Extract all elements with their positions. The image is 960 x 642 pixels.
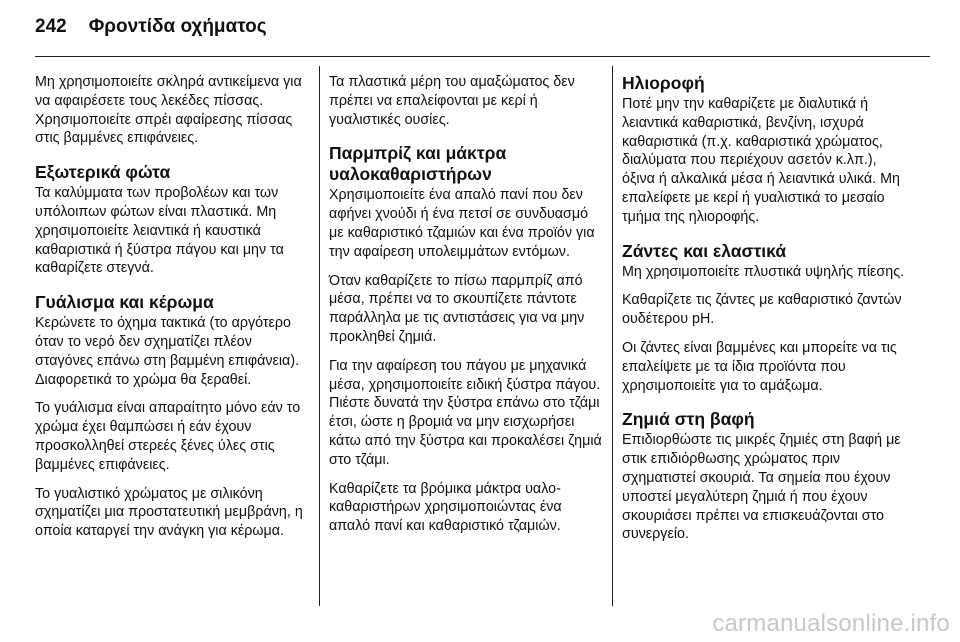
page-number: 242 [35,16,67,37]
wheels-tyres-paragraph-3: Οι ζάντες είναι βαμμένες και μπορείτε να τις επαλείψετε με τα ίδια προϊόντα που χρησιμοποιείτε για το αμάξωμα. [622,339,897,394]
plastic-parts-paragraph: Τα πλαστικά μέρη του αμαξώματος δεν πρέπει να επαλείφονται με κερί ή γυαλιστικές ουσίες. [329,74,575,128]
tar-removal-paragraph: Μη χρησιμοποιείτε σκληρά αντικείμενα για να αφαιρέσετε τους λεκέδες πίσσας. Χρησιμοποιείτε σπρέι αφαίρεσης πίσσας στις βαμμένες επιφάνειες. [35,74,302,147]
sunroof-heading: Ηλιοροφή [622,73,705,93]
header-rule [35,56,930,57]
column-middle [329,73,603,546]
windows-wipers-heading: Παρμπρίζ και μάκτρα υαλοκαθαριστήρων [329,143,507,185]
windows-wipers-paragraph-1: Χρησιμοποιείτε ένα απαλό πανί που δεν αφήνει χνούδι ή ένα πετσί σε συνδυασμό με καθαριστικό τζαμιών και ένα προϊόν για την αφαίρεση υπολειμμάτων εντόμων. [329,187,595,260]
watermark: carmanualsonline.info [712,610,950,637]
exterior-lights-paragraph: Τα καλύμματα των προβολέων και των υπόλοιπων φώτων είναι πλαστικά. Μη χρησιμοποιείτε λειαντικά ή καυστικά καθαριστικά ή ξύστρα πάγου και μην τα καθαρίζετε στεγνά. [35,185,284,277]
sunroof-paragraph: Ποτέ μην την καθαρίζετε με διαλυτικά ή λειαντικά καθαριστικά, βενζίνη, ισχυρά καθαριστικά (π.χ. καθαριστικά χρώματος, διαλύματα που περιέχουν ασετόν κ.λπ.), όξινα ή αλκαλικά μέσα ή λειαντικά υλικά. Μη επαλείφετε με κερί ή γυαλιστικά το μεσαίο τμήμα της ηλιοροφής. [622,96,900,225]
page-title: Φροντίδα οχήματος [88,16,267,37]
polish-wax-paragraph-3: Το γυαλιστικό χρώματος με σιλικόνη σχηματίζει μια προστατευτική μεμβράνη, η οποία καταργεί την ανάγκη για κέρωμα. [35,485,303,540]
windows-wipers-paragraph-2: Όταν καθαρίζετε το πίσω παρμπρίζ από μέσα, πρέπει να το σκουπίζετε πάντοτε παράλληλα με τις αντιστάσεις για να μην προκληθεί ζημιά. [329,272,585,345]
column-right [622,73,912,554]
polish-wax-paragraph-2: Το γυάλισμα είναι απαραίτητο μόνο εάν το χρώμα έχει θαμπώσει ή εάν έχουν προσκολληθεί στερεές ξένες ύλες στις βαμμένες επιφάνειες. [35,400,301,473]
polish-wax-heading: Γυάλισμα και κέρωμα [35,292,214,313]
paint-damage-heading: Ζημιά στη βαφή [622,409,755,430]
windows-wipers-paragraph-4: Καθαρίζετε τα βρόμικα μάκτρα υαλοκαθαριστήρων χρησιμοποιώντας ένα απαλό πανί και καθαριστικό τζαμιών. [329,480,562,535]
wheels-tyres-paragraph-1: Μη χρησιμοποιείτε πλυστικά υψηλής πίεσης. [622,263,905,280]
exterior-lights-heading: Εξωτερικά φώτα [35,162,171,183]
windows-wipers-paragraph-3: Για την αφαίρεση του πάγου με μηχανικά μέσα, χρησιμοποιείτε ειδική ξύστρα πάγου. Πιέστε δυνατά την ξύστρα επάνω στο τζάμι έτσι, ώστε η βρομιά να μην εισχωρήσει κάτω από την ξύστρα και προκαλέσει ζημιά στο τζάμι. [329,357,602,468]
polish-wax-paragraph-1: Κερώνετε το όχημα τακτικά (το αργότερο όταν το νερό δεν σχηματίζει πλέον σταγόνες επάνω στη βαμμένη επιφάνεια). Διαφορετικά το χρώμα θα ξεραθεί. [35,315,300,388]
column-divider-right [612,66,613,606]
paint-damage-paragraph: Επιδιορθώστε τις μικρές ζημιές στη βαφή με στικ επιδιόρθωσης χρώματος πριν σχηματιστεί σκουριά. Τα σημεία που έχουν υποστεί μεγαλύτερη ζημιά ή που έχουν σκουριάσει πρέπει να επισκευάζονται στο συνεργείο. [622,432,901,543]
wheels-tyres-heading: Ζάντες και ελαστικά [622,240,787,261]
column-left [35,73,307,551]
page-header [35,16,267,46]
column-divider-left [319,66,320,606]
wheels-tyres-paragraph-2: Καθαρίζετε τις ζάντες με καθαριστικό ζαντών ουδέτερου pH. [622,292,902,328]
